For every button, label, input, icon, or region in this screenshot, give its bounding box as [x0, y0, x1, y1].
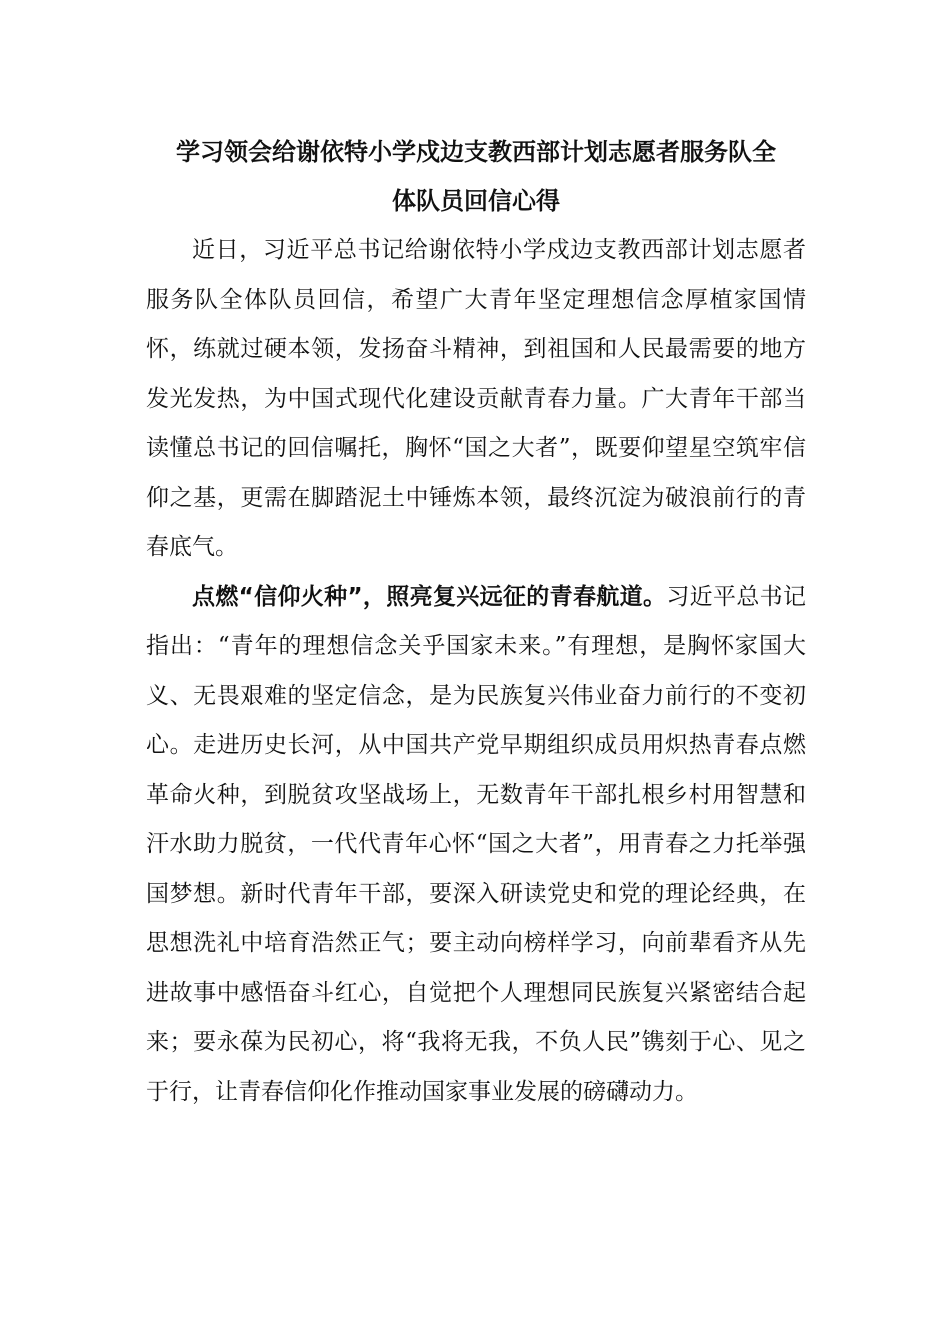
paragraph-section-1 [146, 573, 806, 1118]
document-title [146, 128, 806, 226]
document-body [146, 128, 806, 1117]
section-1-text: 习近平总书记指出：“青年的理想信念关乎国家未来。”有理想，是胸怀家国大义、无畏艰难的坚定信念，是为民族复兴伟业奋力前行的不变初心。走进历史长河，从中国共产党早期组织成员用炽热青春点燃革命火种，到脱贫攻坚战场上，无数青年干部扎根乡村用智慧和汗水助力脱贫，一代代青年心怀“国之大者”，用青春之力托举强国梦想。新时代青年干部，要深入研读党史和党的理论经典，在思想洗礼中培育浩然正气；要主动向榜样学习，向前辈看齐从先进故事中感悟奋斗红心，自觉把个人理想同民族复兴紧密结合起来；要永葆为民初心，将“我将无我，不负人民”镌刻于心、见之于行，让青春信仰化作推动国家事业发展的磅礴动力。 [146, 583, 806, 1105]
paragraph-intro [146, 226, 806, 573]
section-1-heading: 点燃“信仰火种”，照亮复兴远征的青春航道。 [192, 583, 667, 610]
title-line-2: 体队员回信心得 [392, 187, 560, 215]
title-line-1: 学习领会给谢依特小学戍边支教西部计划志愿者服务队全 [176, 138, 776, 166]
paragraph-intro-text: 近日，习近平总书记给谢依特小学戍边支教西部计划志愿者服务队全体队员回信，希望广大青年坚定理想信念厚植家国情怀，练就过硬本领，发扬奋斗精神，到祖国和人民最需要的地方发光发热，为中国式现代化建设贡献青春力量。广大青年干部当读懂总书记的回信嘱托，胸怀“国之大者”，既要仰望星空筑牢信仰之基，更需在脚踏泥土中锤炼本领，最终沉淀为破浪前行的青春底气。 [146, 237, 806, 560]
